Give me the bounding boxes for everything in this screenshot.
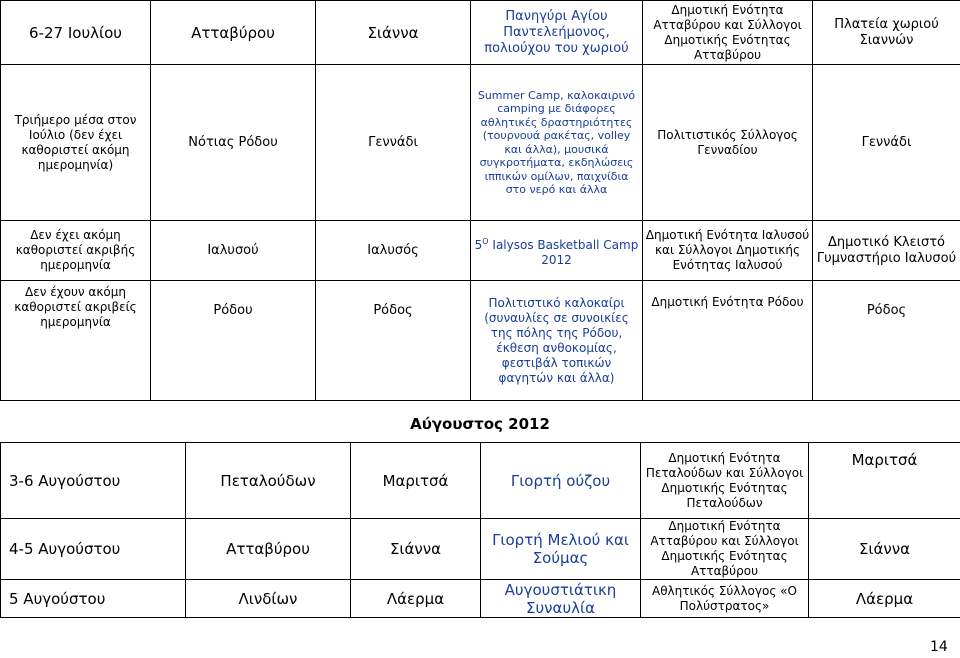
venue-cell: Δημοτικό Κλειστό Γυμναστήριο Ιαλυσού [813,221,960,281]
venue-cell: Σιάννα [809,519,960,580]
date-cell: 3-6 Αυγούστου [1,443,186,519]
venue-cell: Πλατεία χωριού Σιαννών [813,1,960,65]
event-cell: Αυγουστιάτικη Συναυλία [481,580,641,618]
month-heading: Αύγουστος 2012 [410,415,550,433]
event-cell: Summer Camp, καλοκαιρινό camping με διάφορες αθλητικές δραστηριότητες (τουρνουά ρακέτας, volley και άλλα), μουσικά συγκροτήματα, εκδηλώσεις ιππικών ομίλων, παιχνίδια στο νερό και άλλα [471,65,643,221]
event-cell: Γιορτή Μελιού και Σούμας [481,519,641,580]
venue-cell: Γεννάδι [813,65,960,221]
location-cell: Γεννάδι [316,65,471,221]
venue-cell: Λάερμα [809,580,960,618]
municipal-unit-cell: Πεταλούδων [186,443,351,519]
municipal-unit-cell: Ατταβύρου [151,1,316,65]
municipal-unit-cell: Ιαλυσού [151,221,316,281]
location-cell: Σιάννα [351,519,481,580]
organizer-cell: Δημοτική Ενότητα Ιαλυσού και Σύλλογοι Δημοτικής Ενότητας Ιαλυσού [643,221,813,281]
location-cell: Σιάννα [316,1,471,65]
organizer-cell: Πολιτιστικός Σύλλογος Γενναδίου [643,65,813,221]
location-cell: Ρόδος [316,281,471,401]
date-cell: 4-5 Αυγούστου [1,519,186,580]
venue-cell: Μαριτσά [809,443,960,519]
date-cell: Δεν έχουν ακόμη καθοριστεί ακριβείς ημερομηνία [1,281,151,401]
location-cell: Ιαλυσός [316,221,471,281]
municipal-unit-cell: Ρόδου [151,281,316,401]
page-number: 14 [930,639,948,655]
date-cell: 5 Αυγούστου [1,580,186,618]
august-events-table [0,442,960,618]
event-cell: Γιορτή ούζου [481,443,641,519]
organizer-cell: Δημοτική Ενότητα Πεταλούδων και Σύλλογοι Δημοτικής Ενότητας Πεταλούδων [641,443,809,519]
municipal-unit-cell: Λινδίων [186,580,351,618]
municipal-unit-cell: Ατταβύρου [186,519,351,580]
event-cell: Πανηγύρι Αγίου Παντελεήμονος, πολιούχου του χωριού [471,1,643,65]
organizer-cell: Δημοτική Ενότητα Ατταβύρου και Σύλλογοι Δημοτικής Ενότητας Ατταβύρου [641,519,809,580]
location-cell: Λάερμα [351,580,481,618]
date-cell: Δεν έχει ακόμη καθοριστεί ακριβής ημερομηνία [1,221,151,281]
date-cell: 6-27 Ιουλίου [1,1,151,65]
date-cell: Τριήμερο μέσα στον Ιούλιο (δεν έχει καθοριστεί ακόμη ημερομηνία) [1,65,151,221]
municipal-unit-cell: Νότιας Ρόδου [151,65,316,221]
organizer-cell: Δημοτική Ενότητα Ατταβύρου και Σύλλογοι Δημοτικής Ενότητας Ατταβύρου [643,1,813,65]
organizer-cell: Αθλητικός Σύλλογος «Ο Πολύστρατος» [641,580,809,618]
event-cell: Πολιτιστικό καλοκαίρι (συναυλίες σε συνοικίες της πόλης της Ρόδου, έκθεση ανθοκομίας, φεστιβάλ τοπικών φαγητών και άλλα) [471,281,643,401]
organizer-cell: Δημοτική Ενότητα Ρόδου [643,281,813,401]
event-cell: $5^O$ Ialysos Basketball Camp 2012 [471,221,643,281]
location-cell: Μαριτσά [351,443,481,519]
venue-cell: Ρόδος [813,281,960,401]
